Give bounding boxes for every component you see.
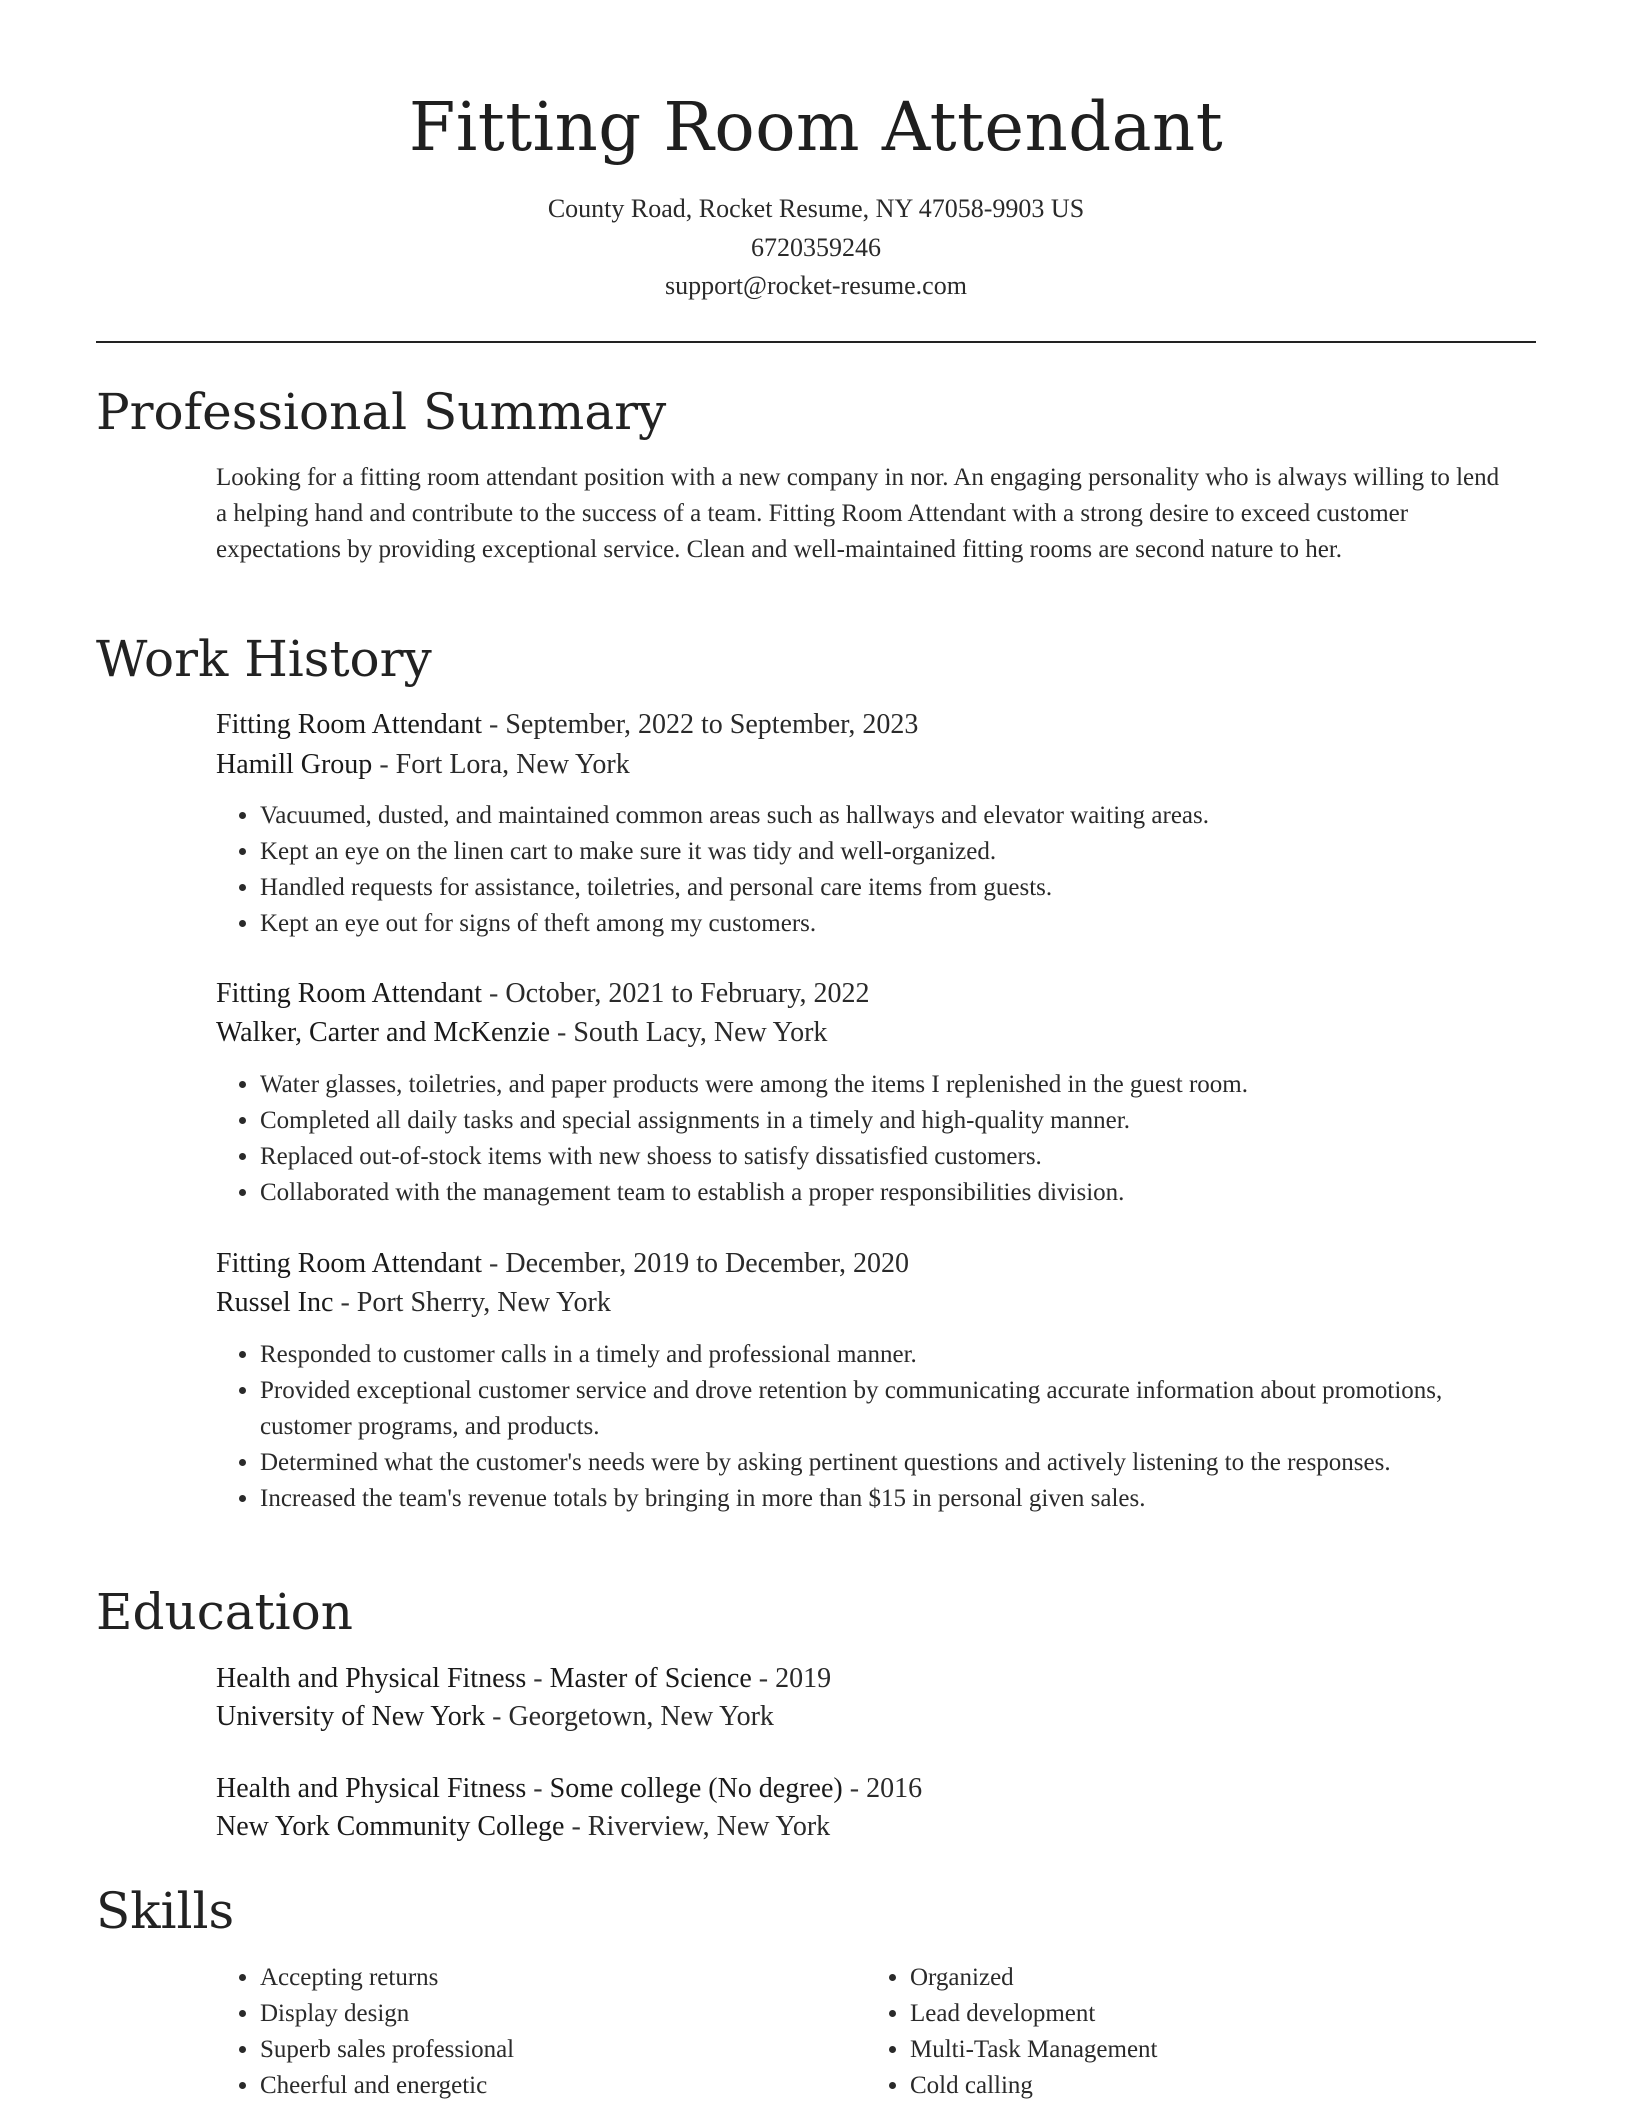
separator: - xyxy=(333,1287,357,1318)
job-dates: October, 2021 to February, 2022 xyxy=(505,978,870,1009)
separator: - xyxy=(550,1017,574,1048)
separator: - xyxy=(482,1248,506,1279)
skills-list-right xyxy=(866,1960,1510,2104)
skill-item: • Cheerful and energetic xyxy=(260,2068,860,2104)
separator: - xyxy=(372,749,396,780)
skill-item: • Display design xyxy=(260,1996,860,2032)
contact-phone: 6720359246 xyxy=(751,233,881,262)
education-school-line xyxy=(216,1808,1516,1846)
job-bullets xyxy=(216,1337,1526,1517)
job-company: Russel Inc xyxy=(216,1287,334,1318)
job-company-line xyxy=(216,1014,1516,1052)
education-field: Health and Physical Fitness xyxy=(216,1773,527,1804)
skill-item: • Cold calling xyxy=(910,2068,1510,2104)
job-company: Hamill Group xyxy=(216,749,373,780)
education-degree-line xyxy=(216,1770,1516,1808)
job-location: Fort Lora, New York xyxy=(395,749,630,780)
job-dates: December, 2019 to December, 2020 xyxy=(505,1248,909,1279)
list-item: • Collaborated with the management team to establish a proper responsibilities division. xyxy=(260,1175,1526,1211)
education-school: University of New York xyxy=(216,1701,486,1732)
job-company-line xyxy=(216,1284,1516,1322)
education-year: 2016 xyxy=(866,1773,923,1804)
job-company-line xyxy=(216,746,1516,784)
list-item: • Increased the team's revenue totals by bringing in more than $15 in personal given sales. xyxy=(260,1481,1526,1517)
contact-email: support@rocket-resume.com xyxy=(665,271,967,300)
list-item: • Kept an eye on the linen cart to make sure it was tidy and well-organized. xyxy=(260,834,1526,870)
education-location: Riverview, New York xyxy=(587,1811,831,1842)
list-item: • Handled requests for assistance, toiletries, and personal care items from guests. xyxy=(260,870,1526,906)
skill-item: • Superb sales professional xyxy=(260,2032,860,2068)
section-title-work-history: Work History xyxy=(96,630,432,688)
separator: - xyxy=(482,709,506,740)
job-location: South Lacy, New York xyxy=(573,1017,828,1048)
list-item: • Replaced out-of-stock items with new shoess to satisfy dissatisfied customers. xyxy=(260,1139,1526,1175)
skill-item: • Accepting returns xyxy=(260,1960,860,1996)
list-item: • Kept an eye out for signs of theft among my customers. xyxy=(260,906,1526,942)
job-title-line xyxy=(216,706,1516,744)
separator: - xyxy=(485,1701,509,1732)
section-title-education: Education xyxy=(96,1583,353,1641)
job-role: Fitting Room Attendant xyxy=(216,1248,483,1279)
education-degree: Master of Science xyxy=(549,1663,752,1694)
list-item: • Determined what the customer's needs were by asking pertinent questions and actively listening to the responses. xyxy=(260,1445,1526,1481)
separator: - xyxy=(842,1773,867,1804)
education-degree-line xyxy=(216,1660,1516,1698)
candidate-name: Fitting Room Attendant xyxy=(408,88,1224,166)
job-title-line xyxy=(216,975,1516,1013)
section-title-skills: Skills xyxy=(96,1882,235,1940)
section-title-summary: Professional Summary xyxy=(96,383,667,441)
job-dates: September, 2022 to September, 2023 xyxy=(505,709,919,740)
skills-list-left xyxy=(216,1960,860,2104)
separator: - xyxy=(482,978,506,1009)
education-field: Health and Physical Fitness xyxy=(216,1663,527,1694)
separator: - xyxy=(526,1773,550,1804)
education-school-line xyxy=(216,1698,1516,1736)
education-degree: Some college (No degree) xyxy=(549,1773,843,1804)
education-year: 2019 xyxy=(775,1663,832,1694)
summary-text: Looking for a fitting room attendant position with a new company in nor. An engaging personality who is always willing to lend a helping hand and contribute to the success of a team. Fitting Room Attendant with a strong desire to exceed customer expectations by providing exceptional service. Clean and well-maintained fitting rooms are second nature to her. xyxy=(216,464,1500,563)
list-item: • Responded to customer calls in a timely and professional manner. xyxy=(260,1337,1526,1373)
list-item: • Water glasses, toiletries, and paper products were among the items I replenished in the guest room. xyxy=(260,1067,1526,1103)
skill-item: • Organized xyxy=(910,1960,1510,1996)
job-bullets xyxy=(216,1067,1526,1211)
separator: - xyxy=(751,1663,776,1694)
job-company: Walker, Carter and McKenzie xyxy=(216,1017,551,1048)
separator: - xyxy=(564,1811,588,1842)
contact-address: County Road, Rocket Resume, NY 47058-9903 US xyxy=(547,194,1085,223)
education-location: Georgetown, New York xyxy=(508,1701,774,1732)
education-school: New York Community College xyxy=(216,1811,565,1842)
header-divider xyxy=(96,341,1536,343)
list-item: • Vacuumed, dusted, and maintained common areas such as hallways and elevator waiting areas. xyxy=(260,798,1526,834)
skill-item: • Lead development xyxy=(910,1996,1510,2032)
job-title-line xyxy=(216,1245,1516,1283)
separator: - xyxy=(526,1663,550,1694)
job-role: Fitting Room Attendant xyxy=(216,978,483,1009)
job-location: Port Sherry, New York xyxy=(356,1287,611,1318)
job-role: Fitting Room Attendant xyxy=(216,709,483,740)
skill-item: • Multi-Task Management xyxy=(910,2032,1510,2068)
list-item: • Provided exceptional customer service and drove retention by communicating accurate information about promotions, customer programs, and products. xyxy=(260,1373,1526,1445)
job-bullets xyxy=(216,798,1526,942)
list-item: • Completed all daily tasks and special assignments in a timely and high-quality manner. xyxy=(260,1103,1526,1139)
